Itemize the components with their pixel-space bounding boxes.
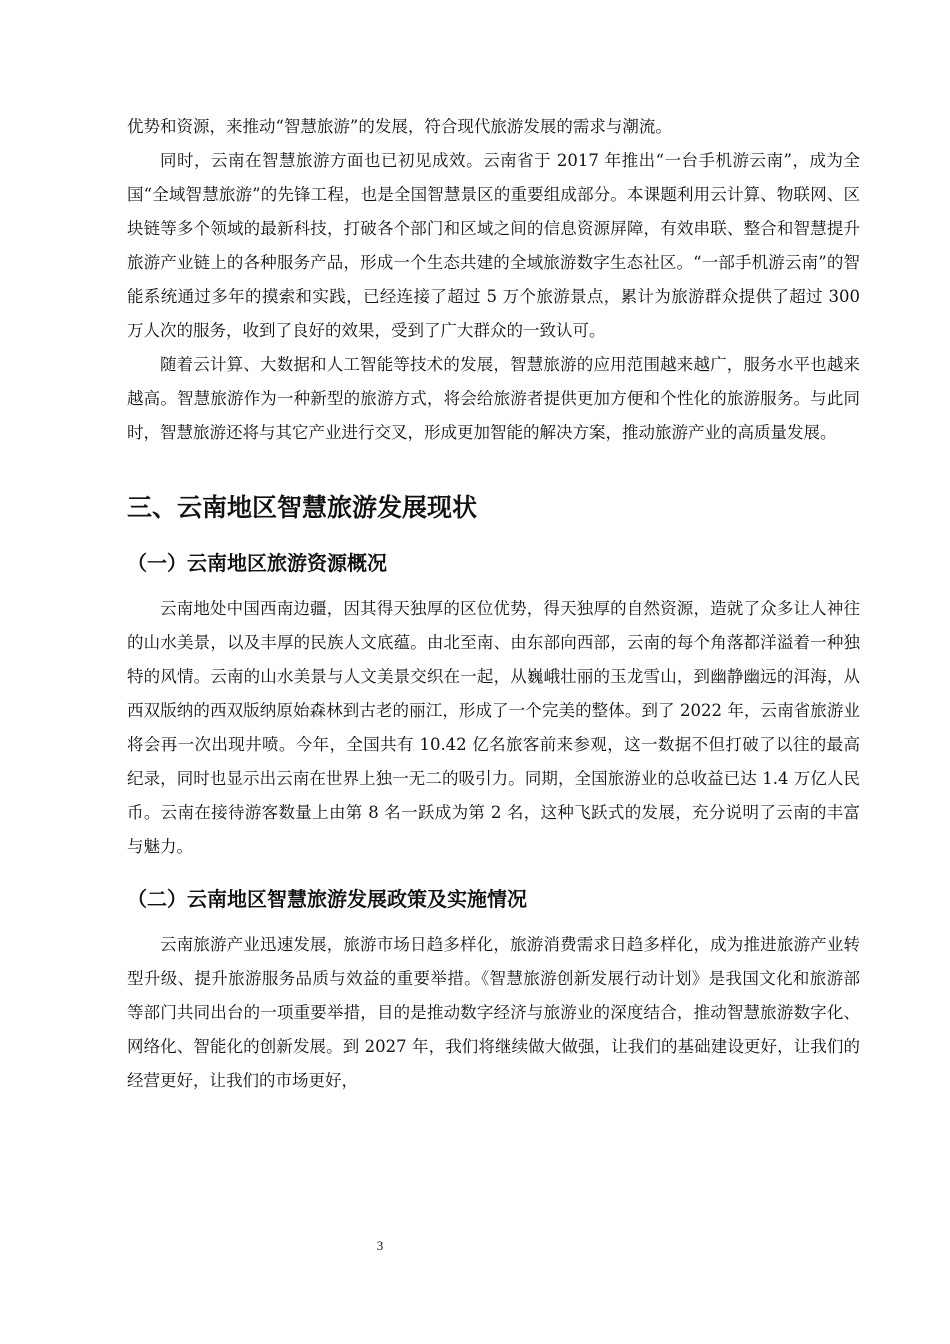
paragraph-technology-development: 随着云计算、大数据和人工智能等技术的发展，智慧旅游的应用范围越来越广，服务水平也越来越高。智慧旅游作为一种新型的旅游方式，将会给旅游者提供更加方便和个性化的旅游服务。与此同时，智慧旅游还将与其它产业进行交叉，形成更加智能的解决方案，推动旅游产业的高质量发展。 bbox=[127, 355, 860, 442]
paragraph-resources: 云南地处中国西南边疆，因其得天独厚的区位优势，得天独厚的自然资源，造就了众多让人神往的山水美景，以及丰厚的民族人文底蕴。由北至南、由东部向西部，云南的每个角落都洋溢着一种独特的风情。云南的山水美景与人文美景交织在一起，从巍峨壮丽的玉龙雪山，到幽静幽远的洱海，从西双版纳的西双版纳原始森林到古老的丽江，形成了一个完美的整体。到了 2022 年，云南省旅游业将会再一次出现井喷。今年，全国共有 10.42 亿名旅客前来参观，这一数据不但打破了以往的最高纪录，同时也显示出云南在世界上独一无二的吸引力。同期，全国旅游业的总收益已达 1.4 万亿人民币。云南在接待游客数量上由第 8 名一跃成为第 2 名，这种飞跃式的发展，充分说明了云南的丰富与魅力。 bbox=[127, 599, 860, 856]
section-heading: 三、云南地区智慧旅游发展现状 bbox=[127, 493, 478, 522]
paragraph-policy: 云南旅游产业迅速发展，旅游市场日趋多样化，旅游消费需求日趋多样化，成为推进旅游产业转型升级、提升旅游服务品质与效益的重要举措。《智慧旅游创新发展行动计划》是我国文化和旅游部等部门共同出台的一项重要举措，目的是推动数字经济与旅游业的深度结合，推动智慧旅游数字化、网络化、智能化的创新发展。到 2027 年，我们将继续做大做强，让我们的基础建设更好，让我们的经营更好，让我们的市场更好， bbox=[127, 935, 860, 1090]
subsection-heading-policy: （二）云南地区智慧旅游发展政策及实施情况 bbox=[127, 887, 527, 911]
paragraph-continuation: 优势和资源，来推动“智慧旅游”的发展，符合现代旅游发展的需求与潮流。 bbox=[127, 117, 672, 136]
subsection-heading-resources: （一）云南地区旅游资源概况 bbox=[127, 551, 387, 575]
paragraph-yunnan-achievements: 同时，云南在智慧旅游方面也已初见成效。云南省于 2017 年推出“一台手机游云南”，成为全国“全域智慧旅游”的先锋工程，也是全国智慧景区的重要组成部分。本课题利用云计算、物联网、区块链等多个领域的最新科技，打破各个部门和区域之间的信息资源屏障，有效串联、整合和智慧提升旅游产业链上的各种服务产品，形成一个生态共建的全域旅游数字生态社区。“一部手机游云南”的智能系统通过多年的摸索和实践，已经连接了超过 5 万个旅游景点，累计为旅游群众提供了超过 300 万人次的服务，收到了良好的效果，受到了广大群众的一致认可。 bbox=[127, 151, 860, 340]
page-number: 3 bbox=[376, 1238, 384, 1253]
page-content bbox=[127, 110, 860, 1098]
